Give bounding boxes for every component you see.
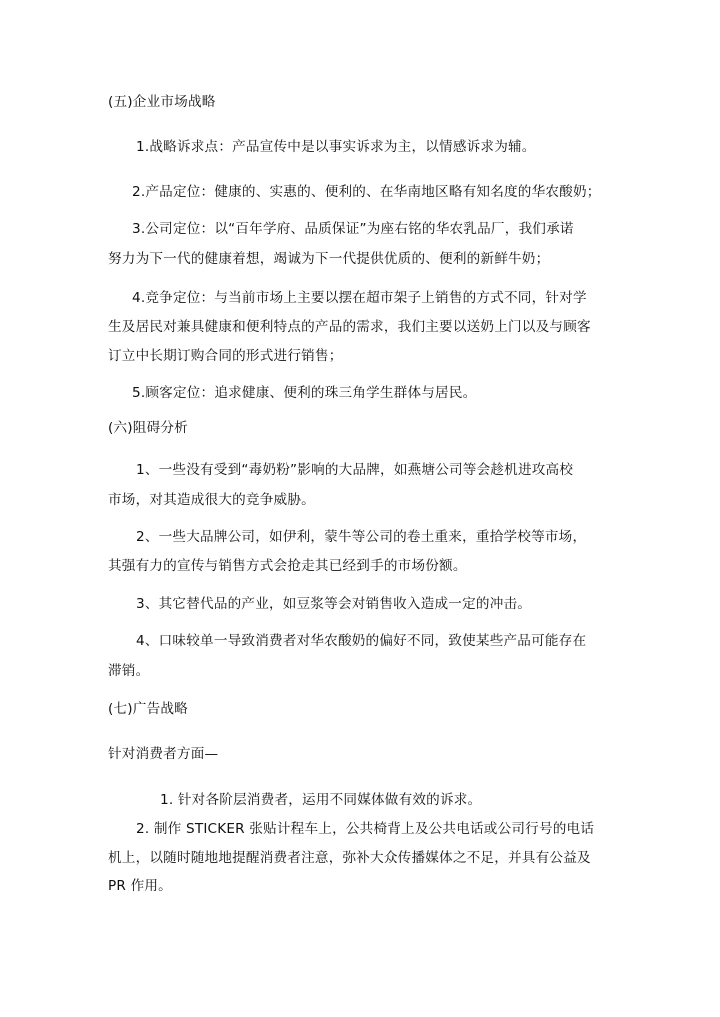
paragraph-obstacle-3: 3、其它替代品的产业，如豆浆等会对销售收入造成一定的冲击。	[136, 596, 532, 612]
paragraph-obstacle-4-line2: 滞销。	[108, 663, 150, 679]
section-heading-7: (七)广告战略	[108, 701, 188, 717]
paragraph-strategy-appeal: 1.战略诉求点：产品宣传中是以事实诉求为主，以情感诉求为辅。	[136, 139, 536, 155]
paragraph-ad-2-line2: 机上，以随时随地地提醒消费者注意，弥补大众传播媒体之不足，并具有公益及	[108, 850, 591, 866]
paragraph-obstacle-1-line2: 市场，对其造成很大的竞争威胁。	[108, 492, 315, 508]
paragraph-obstacle-4-line1: 4、口味较单一导致消费者对华农酸奶的偏好不同，致使某些产品可能存在	[136, 633, 587, 649]
paragraph-competition-positioning-line3: 订立中长期订购合同的形式进行销售；	[108, 348, 343, 364]
paragraph-competition-positioning-line1: 4.竞争定位：与当前市场上主要以摆在超市架子上销售的方式不同，针对学	[132, 290, 587, 306]
paragraph-obstacle-2-line2: 其强有力的宣传与销售方式会抢走其已经到手的市场份额。	[108, 558, 467, 574]
paragraph-ad-2-line1: 2. 制作 STICKER 张贴计程车上，公共椅背上及公共电话或公司行号的电话	[136, 821, 595, 837]
section-heading-5: (五)企业市场战略	[108, 94, 216, 110]
paragraph-company-positioning-line1: 3.公司定位：以“百年学府、品质保证”为座右铭的华农乳品厂，我们承诺	[132, 221, 574, 237]
paragraph-product-positioning: 2.产品定位：健康的、实惠的、便利的、在华南地区略有知名度的华农酸奶；	[132, 184, 601, 200]
subheading-consumer-side: 针对消费者方面—	[108, 746, 219, 762]
section-heading-6: (六)阻碍分析	[108, 420, 188, 436]
paragraph-ad-1: 1. 针对各阶层消费者，运用不同媒体做有效的诉求。	[160, 792, 482, 808]
paragraph-customer-positioning: 5.顾客定位：追求健康、便利的珠三角学生群体与居民。	[132, 385, 477, 401]
paragraph-ad-2-line3: PR 作用。	[108, 878, 172, 894]
paragraph-obstacle-2-line1: 2、一些大品牌公司，如伊利，蒙牛等公司的卷土重来，重拾学校等市场，	[136, 529, 587, 545]
paragraph-obstacle-1-line1: 1、一些没有受到“毒奶粉”影响的大品牌，如燕塘公司等会趁机进攻高校	[136, 462, 574, 478]
paragraph-company-positioning-line2: 努力为下一代的健康着想，竭诚为下一代提供优质的、便利的新鲜牛奶；	[108, 251, 550, 267]
paragraph-competition-positioning-line2: 生及居民对兼具健康和便利特点的产品的需求，我们主要以送奶上门以及与顾客	[108, 319, 591, 335]
